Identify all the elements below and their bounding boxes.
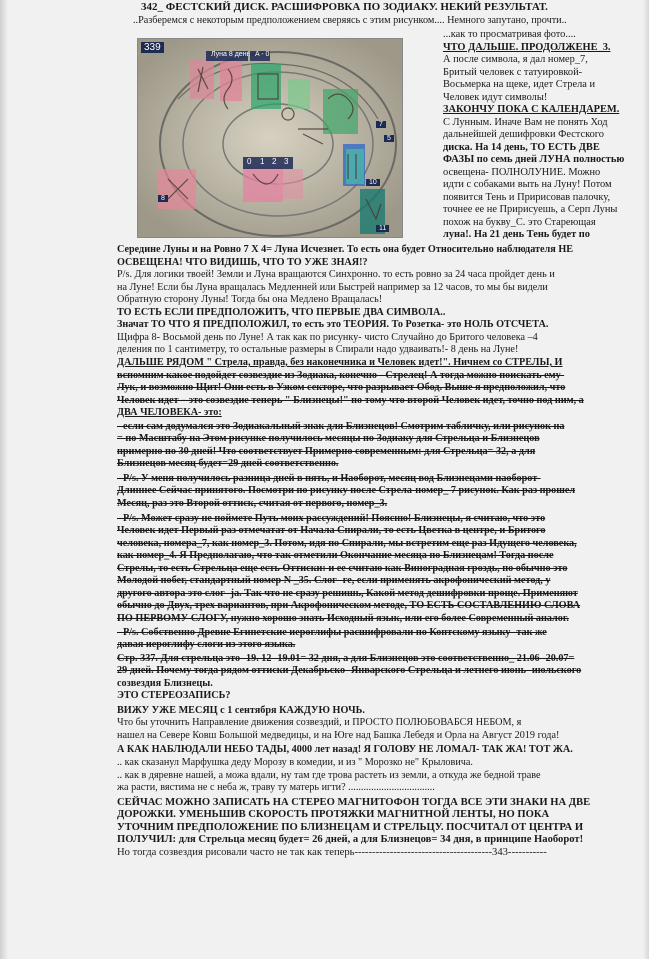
photo-label-a0: A - 0 [255,51,270,58]
body-line: обычно до Двух, трех вариантов, при Акрофоническом методе, ТО ЕСТЬ СОСТАВЛЕНИЮ СЛОВА [117,600,581,612]
right-column-line: луна!. На 21 день Тень будет по [443,229,590,240]
body-line: = по Масштабу на Этом рисунке получилось месяцы по Зодиаку для Стрельца и Близнецов [117,433,540,445]
body-line: созвездия Близнецы. [117,677,213,689]
body-line: вспомним какое подойдет созвездие из Зодиака, конечно - Стрелец! А тогда можно поискать ему- [117,369,565,381]
body-line: - P/s. У меня получилось разница дней в пять, и Наоборот, месяц вод Близнецами наоборот- [117,472,541,484]
body-line: деления по 1 сантиметру, то остальные размеры в Спирали надо удваивать!- 8 день на Луне! [117,344,519,356]
right-column-line: Человек идут символы! [443,91,548,103]
body-line: ЭТО СТЕРЕОЗАПИСЬ? [117,690,231,702]
body-line: ДАЛЬШЕ РЯДОМ " Стрела, правда, без наконечника и Человек идет!". Ничнем со СТРЕЛЫ, И [117,356,563,368]
body-line: - если сам додумался это Зодиакальный знак для Близнецов! Смотрим табличку, или рисунок на [117,420,565,432]
body-line: .. как в дяревне нашей, а можа вдали, ну там где трова растеть из земли, а откуда же бедной траве [117,769,541,781]
body-line: Лук, и возможно Щит! Они есть в Узком секторе, что разрывает Обод. Выше я предположил, что [117,382,566,394]
body-line: жа расти, вястима не с неба ж, траву ту матерь игти? .................................. [117,782,435,794]
body-line: 29 дней. Почему тогда рядом оттиски Декабрьско- Январского Стрельца и летнего июнь- июльского [117,665,582,677]
body-line: Длиннее Сейчас принятого. Посмотри по рисунку после Стрела-номер_ 7 рисунок. Как раз прошел [117,485,576,497]
body-line: Обратную сторону Луны! Тогда бы она Медлено Вращалась! [117,294,383,306]
right-column-line: диска. На 14 день, ТО ЕСТЬ ДВЕ [443,141,600,153]
photo-label-7: 7 [376,121,386,128]
right-column-line: точнее ее не Пририсуешь, а Серп Луны [443,204,618,215]
body-line: УТОЧНИМ ПРЕДПОЛОЖЕНИЕ ПО БЛИЗНЕЦАМ И СТРЕЛЬЦУ. ПОСЧИТАЛ ОТ ЦЕНТРА И [117,821,584,833]
body-line: другого автора это слог- ja. Так что не сразу решишь, Какой метод дешифровки проще. Применяют [117,587,578,599]
page-title: 342_ ФЕСТСКИЙ ДИСК. РАСШИФРОВКА ПО ЗОДИАКУ. НЕКИЙ РЕЗУЛЬТАТ. [141,1,548,13]
body-line: Значат ТО ЧТО Я ПРЕДПОЛОЖИЛ, то есть это ТЕОРИЯ. То Розетка- это НОЛЬ ОТСЧЕТА. [117,319,549,331]
body-line: нашел на Севере Ковш Большой медведицы, и на Юге над Башка Лебедя и Орла на Август 2019 года! [117,729,560,741]
right-column-line: идти с собаками выть на Луну! Потом [443,179,612,190]
right-column-line: Бритый человек с татуировкой- [443,66,583,78]
scan-edge-right [643,0,649,959]
photo-label-5: 5 [384,135,394,142]
right-column-line: А после символа, я дал номер_7, [443,54,588,65]
right-column-line: ...как то просматривая фото.... [443,29,576,40]
body-line: ДОРОЖКИ. УМЕНЬШИВ СКОРОСТЬ ПРОТЯЖКИ МАГНИТНОЙ ЛЕНТЫ, НО ПОКА [117,809,550,821]
body-line: Человек идет – это созвездие теперь " Близнецы!" по тому что второй Человек идет, точно под ним, а [117,394,584,406]
right-column-line: ЧТО ДАЛЬШЕ. ПРОДОЛЖЕНЕ_3. [443,41,611,53]
photo-label-11: 11 [376,225,389,232]
right-column-line: появится Тень и Пририсовав палочку, [443,191,611,203]
body-line: Стр. 337. Для стрельца это- 19. 12- 19.01= 32 дня, а для Близнецов это соответственно_ 21.06- 20.07= [117,652,575,664]
right-column-line: дальнейшей дешифровки Фестского [443,129,604,140]
body-line: человека, номера_7, как номер_3. Потом, идя по Спирали, мы встретим еще раз Идущего человека, [117,537,577,549]
body-line: примерно по 30 дней! Что соответствует Примерно современным: для Стрельца= 32, а для [117,445,536,457]
body-line: Человек идет Первый раз отмечатат от Начала Спирали, то есть Цветка в центре, и Бритого [117,525,546,537]
body-line: ДВА ЧЕЛОВЕКА- это: [117,407,222,419]
right-column-line: ЗАКОНЧУ ПОКА С КАЛЕНДАРЕМ. [443,104,620,115]
body-line: - P/s. Собственно Древне Египетские иероглифы расшифровали по Коптскому языку- так же [117,626,547,638]
right-column-line: ФАЗЫ по семь дней ЛУНА полностью [443,154,625,165]
photo-label-moon: Луна 8 день [211,51,251,58]
body-line: Стрелы, то есть Стрельца еще есть Оттиски: и ее считаю как Виноградная гроздь, по обычно это [117,562,568,574]
scan-edge-left [0,0,8,959]
body-line: P/s. Для логики твоей! Земли и Луна вращаются Синхронно. то есть ровно за 24 часа пройдет день и [117,269,555,281]
body-line: на Луне! Если бы Луна вращалась Медленней или Быстрей например за 12 часов, то мы бы видели [117,281,548,293]
body-line: А КАК НАБЛЮДАЛИ НЕБО ТАДЫ, 4000 лет назад! Я ГОЛОВУ НЕ ЛОМАЛ- ТАК ЖА! ТОТ ЖА. [117,744,573,756]
disk-photo [137,38,403,238]
body-line: Близнецов месяц будет=29 дней соответственно. [117,458,339,470]
body-line: Что бы уточнить Направление движения созвездий, и ПРОСТО ПОЛЮБОВАБСЯ НЕБОМ, я [117,717,522,729]
right-column-line: похож на букву_С. это Стареющая [443,216,596,228]
photo-label-0: 0 [247,157,252,166]
photo-label-8: 8 [158,195,168,202]
body-line: ТО ЕСТЬ ЕСЛИ ПРЕДПОЛОЖИТЬ, ЧТО ПЕРВЫЕ ДВА СИМВОЛА.. [117,306,446,318]
body-line: как номер_4. Я Предполагаю, что так отметили Окончание месяца по Близнецам! Тогда после [117,550,554,562]
body-line: СЕЙЧАС МОЖНО ЗАПИСАТЬ НА СТЕРЕО МАГНИТОФОН ТОГДА ВСЕ ЭТИ ЗНАКИ НА ДВЕ [117,796,591,808]
disk-photo-drawing [138,39,402,237]
body-line: ПОЛУЧИЛ: для Стрельца месяц будет= 26 дней, а для Близнецов= 34 дня, в принципе Наоборот! [117,834,584,846]
photo-number-badge: 339 [141,42,164,53]
body-line: .. как сказанул Марфушка деду Морозу в комедии, и из " Морозко не" Крыловича. [117,757,473,768]
right-column-line: Восьмерка на щеке, идет Стрела и [443,79,596,90]
intro-line: ..Разберемся с некоторым предположением сверяясь с этим рисунком.... Немного запутано, прочти.. [133,15,567,26]
body-line: - P/s. Может сразу не поймете Путь моих рассуждений! Поясню! Близнецы, я считаю, что это [117,512,546,524]
body-line: давая иероглифу слоги из этого языка. [117,639,296,651]
photo-label-10: 10 [366,179,380,186]
right-column-line: С Лунным. Иначе Вам не понять Ход [443,116,608,128]
body-line: ПО ПЕРВОМУ СЛОГУ, нужно хорошо знать Исходный язык, или его более Современный аналог. [117,612,569,624]
photo-label-1: 1 [260,157,265,166]
body-line: ВИЖУ УЖЕ МЕСЯЦ с 1 сентября КАЖДУЮ НОЧЬ. [117,704,365,716]
body-line: ОСВЕЩЕНА! ЧТО ВИДИШЬ, ЧТО ТО УЖЕ ЗНАЯ!? [117,256,368,268]
body-line: Но тогда созвездия рисовали часто не так как теперь---------------------------------------343----------- [117,846,547,858]
body-line: Месяц, раз это Второй оттиск, считая от первого, номер_3. [117,498,388,509]
body-line: Щифра 8- Восьмой день по Луне! А так как по рисунку- чисто Случайно до Бритого человека –4 [117,331,538,343]
body-line: Середине Луны и на Ровно 7 Х 4= Луна Исчезнет. То есть она будет Относительно наблюдателя НЕ [117,244,574,255]
photo-label-3: 3 [284,157,289,166]
body-line: Молодой побег, стандартный номер N _35. Слог- ге, если применять акрофонический метод, у [117,575,551,587]
photo-label-2: 2 [272,157,277,166]
right-column-line: освещена- ПОЛНОЛУНИЕ. Можно [443,166,601,178]
